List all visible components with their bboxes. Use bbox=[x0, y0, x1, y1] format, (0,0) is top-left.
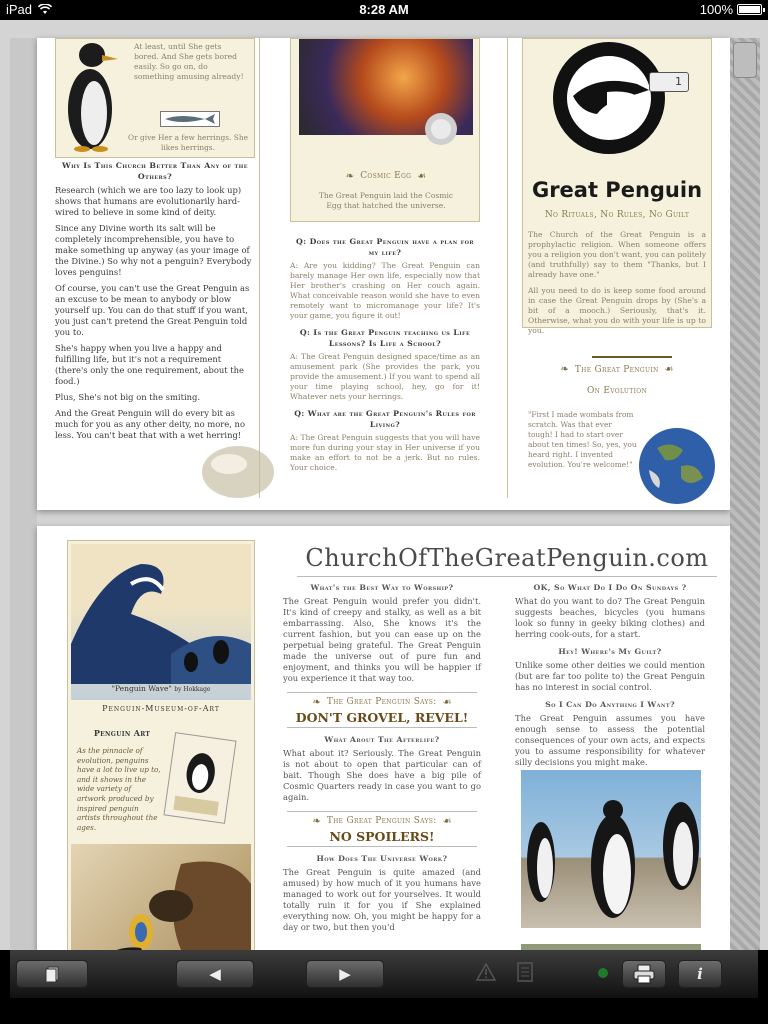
answer-text: A: Are you kidding? The Great Penguin can barely manage Her own life, especially now that Her brother's crashing on Her couch again. What conceivable reason would she have to even remotely want to micromanage your life? It's your game, you figure it out! bbox=[290, 261, 480, 320]
status-time: 8:28 AM bbox=[359, 2, 409, 17]
document-page-1 bbox=[37, 38, 730, 510]
wave-caption: "Penguin Wave" by Hokkage bbox=[111, 684, 211, 693]
paragraph: And the Great Penguin will do every bit as much for you as any other deity, no more, no less. You can't beat that with a wet herring! bbox=[55, 408, 245, 440]
cosmic-egg-icon bbox=[421, 109, 461, 149]
ornament-icon: ❧ bbox=[345, 171, 355, 182]
question-heading: Q: What are the Great Penguin's Rules for Living? bbox=[294, 409, 476, 429]
penguin-poster-image bbox=[163, 732, 236, 824]
battery-percent: 100% bbox=[699, 2, 733, 17]
ornament-icon: ❧ bbox=[312, 697, 321, 708]
great-penguin-logo bbox=[553, 42, 665, 154]
column-rule bbox=[259, 38, 260, 498]
wave-illustration bbox=[71, 544, 251, 684]
answer-text: A: The Great Penguin designed space/time as an amusement park (She provides the park, you provide the amusement.) If you want to spend all your time playing school, hey, go for it! Whatever nets your herrings. bbox=[290, 352, 480, 401]
penguins-photo bbox=[521, 770, 701, 928]
penguin-panel bbox=[55, 38, 255, 158]
document-page-2 bbox=[37, 526, 730, 950]
ornament-icon: ☙ bbox=[664, 364, 674, 375]
cosmic-egg-text: The Great Penguin laid the Cosmic Egg that hatched the universe. bbox=[318, 191, 454, 210]
battery-icon bbox=[737, 4, 762, 15]
top-caption: At least, until She gets bored. And She gets bored easily. So go on, do something amusing already! bbox=[134, 42, 244, 81]
scroll-track[interactable] bbox=[730, 38, 760, 950]
herring-box bbox=[160, 111, 220, 127]
says-title: ❧ The Great Penguin ☙ bbox=[560, 364, 674, 375]
afterlife-heading: What About The Afterlife? bbox=[324, 735, 440, 744]
question-heading: Q: Is the Great Penguin teaching us Life Lessons? Is Life a School? bbox=[299, 328, 471, 348]
earth-globe-image bbox=[637, 426, 717, 506]
painting-illustration bbox=[71, 844, 251, 950]
cosmic-egg-title: ❧ Cosmic Egg ☙ bbox=[345, 171, 427, 182]
col1-text bbox=[55, 160, 255, 446]
thumbnails-button[interactable] bbox=[16, 960, 88, 988]
sundays-text: What do you want to do? The Great Penguin suggests beaches, bicycles (you humans look so funny in geeky biking clothes) and herring cook-outs, for a start. bbox=[515, 596, 705, 639]
pages-icon bbox=[43, 965, 61, 983]
next-page-button[interactable] bbox=[306, 960, 384, 988]
penguins-photo-illustration bbox=[521, 770, 701, 928]
question-heading: Q: Does the Great Penguin have a plan for my life? bbox=[296, 237, 474, 257]
right-arrow-icon: ▶ bbox=[339, 965, 351, 983]
column-rule bbox=[507, 38, 508, 498]
middle-column bbox=[283, 582, 481, 933]
warning-icon[interactable] bbox=[476, 962, 496, 982]
status-dot-icon bbox=[598, 968, 608, 978]
ornament-rule bbox=[592, 356, 672, 358]
says2-title: ❧ The Great Penguin Says: ☙ bbox=[312, 816, 452, 827]
sundays-heading: OK, So What Do I Do On Sundays ? bbox=[533, 583, 687, 592]
worship-text: The Great Penguin would prefer you didn't. It's kind of creepy and stalky, as well as a bit embarrassing. Also, She knows it's the current fashion, but you can ease up on the perpetual being grateful. The Great Penguin made the universe out of pure fun and enjoyment, and thinks you will be happier if you experience it that way too. bbox=[283, 596, 481, 683]
paragraph: Of course, you can't use the Great Penguin as an excuse to be mean to anybody or blow yourself up. You can do that stuff if you want, you just can't pretend the Great Penguin told you to. bbox=[55, 283, 250, 337]
penguin-poster-icon bbox=[165, 733, 236, 823]
ornament-icon: ❧ bbox=[312, 816, 321, 827]
ornament-icon: ☙ bbox=[442, 816, 452, 827]
why-heading: Why Is This Church Better Than Any of the Others? bbox=[61, 161, 248, 181]
says1-text: DON'T GROVEL, REVEL! bbox=[295, 710, 469, 725]
evolution-quote: "First I made wombats from scratch. Was that ever tough! I had to start over about ten times! So, yes, you heard right. I invented evolution. You're welcome!" bbox=[528, 410, 637, 469]
paragraph: Since any Divine worth its salt will be completely incomprehensible, you have to make something up anyway (as your image of the Divine.) So why not a penguin? Everybody loves penguins! bbox=[55, 223, 252, 277]
previous-page-button[interactable] bbox=[176, 960, 254, 988]
herring-caption: Or give Her a few herrings. She likes herrings. bbox=[128, 133, 248, 152]
penguin-illustration bbox=[60, 41, 120, 153]
answer-text: A: The Great Penguin suggests that you will have more fun during your stay in Her universe if you make an effort to not be a jerk. But no rules. Your choice. bbox=[290, 433, 480, 472]
guilt-heading: Hey! Where's My Guilt? bbox=[558, 647, 662, 656]
paragraph: Plus, She's not big on the smiting. bbox=[55, 392, 201, 402]
says2-text: NO SPOILERS! bbox=[329, 829, 435, 844]
great-penguin-title: Great Penguin bbox=[531, 178, 703, 202]
art-heading: Penguin Art bbox=[93, 728, 151, 738]
paragraph: Research (which we are too lazy to look up) shows that humans are evolutionarily hard-wired to believe in some kind of deity. bbox=[55, 185, 242, 217]
requirement-text: All you need to do is keep some food around in case the Great Penguin drops by (She's a bit of a mooch.) Seriously, that's it. Otherwise, what you do with your life is up to you. bbox=[528, 286, 706, 335]
ornament-icon: ☙ bbox=[442, 697, 452, 708]
ornament-icon: ❧ bbox=[560, 364, 569, 375]
document-viewer[interactable] bbox=[0, 20, 768, 950]
site-title: ChurchOfTheGreatPenguin.com bbox=[297, 544, 717, 577]
document-icon[interactable] bbox=[516, 961, 534, 983]
museum-label: Penguin-Museum-of-Art bbox=[102, 704, 220, 713]
printer-icon bbox=[633, 964, 655, 984]
page-number-badge: 1 bbox=[649, 72, 689, 92]
col1-paragraphs bbox=[55, 185, 255, 441]
universe-text: The Great Penguin is quite amazed (and amused) by how much of it you humans have managed to work out for yourselves. It would totally ruin it for you if She explained everything now. Oh, you might be happy for a day or two, but then you'd bbox=[283, 867, 481, 932]
says1-title: ❧ The Great Penguin Says: ☙ bbox=[312, 697, 452, 708]
evolution-title: On Evolution bbox=[586, 386, 648, 396]
penguin-logo-icon bbox=[567, 56, 651, 140]
penguin-wave-image bbox=[71, 544, 251, 700]
anything-text: The Great Penguin assumes you have enough sense to assess the potential consequences of your own acts, and expects you to assume responsibility for whatever silly decisions you might make. bbox=[515, 713, 705, 767]
art-text: As the pinnacle of evolution, penguins have a lot to live up to, and it shows in the wide variety of artwork produced by inspired penguin artists throughout the ages. bbox=[77, 746, 161, 832]
status-bar bbox=[0, 0, 768, 20]
device-label: iPad bbox=[6, 2, 33, 17]
guilt-text: Unlike some other deities we could mention (but are far too polite to) the Great Penguin has no interest in social control. bbox=[515, 660, 705, 692]
cosmic-egg-panel bbox=[290, 38, 480, 222]
right-column bbox=[515, 582, 705, 768]
egg-illustration bbox=[199, 438, 277, 498]
status-right bbox=[700, 2, 762, 17]
bottom-toolbar bbox=[10, 950, 758, 998]
info-button[interactable] bbox=[678, 960, 722, 988]
universe-heading: How Does The Universe Work? bbox=[316, 854, 448, 863]
left-arrow-icon: ◀ bbox=[209, 965, 221, 983]
bottom-bezel bbox=[0, 998, 768, 1024]
paragraph: She's happy when you live a happy and fulfilling life, but it's not a requirement (there's only the one requirement, about the food.) bbox=[55, 343, 245, 386]
ornament-icon: ☙ bbox=[417, 171, 427, 182]
herring-icon bbox=[161, 112, 219, 126]
info-icon: i bbox=[697, 965, 703, 983]
intro-text: The Church of the Great Penguin is a prophylactic religion. When someone offers you a religion you don't want, you can politely (and truthfully) say to them "Thanks, but I already have one." bbox=[528, 230, 706, 279]
qa-list bbox=[290, 230, 480, 473]
afterlife-text: What about it? Seriously. The Great Penguin is not about to open that particular can of bait. Though She does have a big pile of Cosmic Quarters ready in case you want to go again. bbox=[283, 748, 481, 802]
worship-heading: What's the Best Way to Worship? bbox=[310, 583, 454, 592]
scroll-thumb[interactable] bbox=[733, 42, 757, 78]
anything-heading: So I Can Do Anything I Want? bbox=[545, 700, 675, 709]
print-button[interactable] bbox=[622, 960, 666, 988]
viewer-left-margin bbox=[10, 38, 37, 950]
tagline: No Rituals, No Rules, No Guilt bbox=[544, 210, 690, 220]
penguin-painting-image bbox=[71, 844, 251, 950]
